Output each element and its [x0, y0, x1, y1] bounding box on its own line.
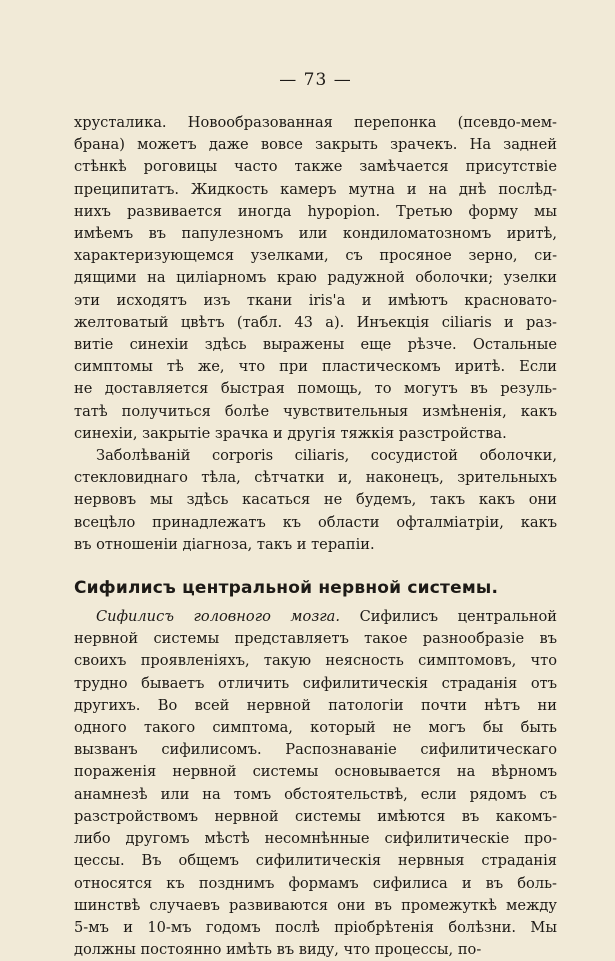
text-line: относятся къ позднимъ формамъ сифилиса и въ боль-: [74, 874, 557, 892]
text-line: хрусталика. Новообразованная перепонка (псевдо-мем-: [74, 114, 557, 131]
text-line: всецѣло принадлежатъ къ области офталміатріи, какъ: [74, 513, 557, 531]
text-line: симптомы тѣ же, что при пластическомъ иритѣ. Если: [74, 358, 557, 376]
text-line: Сифилисъ центральной: [359, 608, 557, 626]
text-line: Заболѣваній corporis ciliaris, сосудистой оболочки,: [96, 447, 557, 465]
text-line: характеризующемся узелками, съ просяное зерно, си-: [74, 247, 557, 265]
paragraph-other-diseases: [74, 445, 557, 556]
text-line: стѣнкѣ роговицы часто также замѣчается присутствіе: [74, 158, 557, 176]
text-line: разстройствомъ нервной системы имѣются въ какомъ-: [74, 807, 557, 825]
text-line: другихъ. Во всей нервной патологіи почти нѣтъ ни: [74, 696, 557, 714]
text-line: не доставляется быстрая помощь, то могутъ въ резуль-: [74, 380, 557, 398]
text-line: желтоватый цвѣтъ (табл. 43 а). Инъекція ciliaris и раз-: [74, 313, 557, 331]
text-line: въ отношеніи діагноза, такъ и терапіи.: [74, 535, 375, 553]
text-line: эти исходятъ изъ ткани iris'а и имѣютъ красновато-: [74, 291, 557, 309]
text-line: одного такого симптома, который не могъ бы быть: [74, 719, 557, 737]
text-line: нервной системы представляетъ такое разнообразіе въ: [74, 630, 557, 648]
text-line: 5-мъ и 10-мъ годомъ послѣ пріобрѣтенія болѣзни. Мы: [74, 918, 557, 936]
paragraph-brain-syphilis-body: [74, 628, 557, 961]
text-line: нихъ развивается иногда hypopion. Третью форму мы: [74, 202, 557, 220]
text-line: пораженія нервной системы основывается на вѣрномъ: [74, 763, 557, 781]
text-line: вызванъ сифилисомъ. Распознаваніе сифилитическаго: [74, 741, 557, 759]
text-line: синехіи, закрытіе зрачка и другія тяжкія разстройства.: [74, 424, 507, 442]
section-heading: Сифилисъ центральной нервной системы.: [74, 578, 499, 599]
paragraph-first-line: [74, 606, 557, 628]
text-line: шинствѣ случаевъ развиваются они въ промежуткѣ между: [74, 896, 557, 914]
text-line: нервовъ мы здѣсь касаться не будемъ, такъ какъ они: [74, 491, 557, 509]
paragraph-iritis-continued: [74, 112, 557, 445]
text-line: цессы. Въ общемъ сифилитическія нервныя страданія: [74, 852, 557, 870]
paragraph-brain-syphilis: [74, 606, 557, 961]
text-line: татѣ получиться болѣе чувствительныя измѣненія, какъ: [74, 402, 557, 420]
text-line: должны постоянно имѣть въ виду, что процессы, по-: [74, 941, 482, 959]
page-number: — 73 —: [279, 70, 352, 90]
text-line: трудно бываетъ отличить сифилитическія страданія отъ: [74, 674, 557, 692]
text-line: анамнезѣ или на томъ обстоятельствѣ, если рядомъ съ: [74, 785, 557, 803]
text-line: стекловиднаго тѣла, сѣтчатки и, наконецъ, зрительныхъ: [74, 469, 557, 487]
text-line: дящими на циліарномъ краю радужной оболочки; узелки: [74, 269, 557, 287]
text-line: преципитатъ. Жидкость камеръ мутна и на днѣ послѣд-: [74, 180, 557, 198]
text-line: брана) можетъ даже вовсе закрыть зрачекъ. На задней: [74, 136, 557, 154]
text-line: витіе синехіи здѣсь выражены еще рѣзче. Остальные: [74, 336, 557, 354]
run-in-heading: Сифилисъ головного мозга.: [96, 608, 340, 626]
text-line: своихъ проявленіяхъ, такую неясность симптомовъ, что: [74, 652, 557, 670]
text-line: имѣемъ въ папулезномъ или кондиломатозномъ иритѣ,: [74, 225, 557, 243]
text-line: либо другомъ мѣстѣ несомнѣнные сифилитическіе про-: [74, 830, 557, 848]
